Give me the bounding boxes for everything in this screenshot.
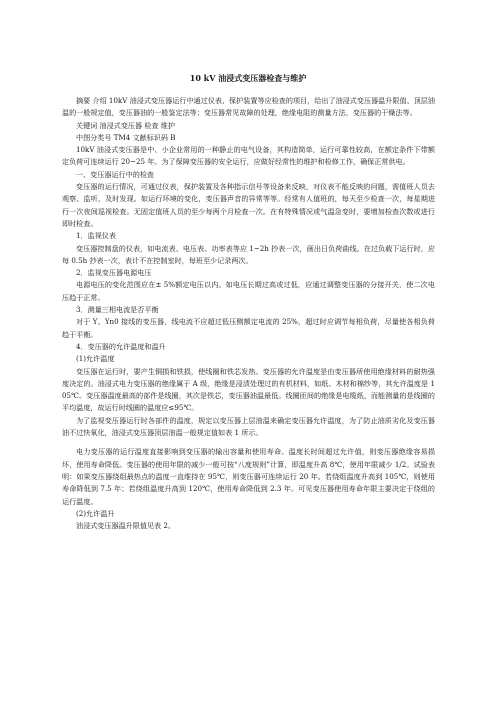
paragraph-gap (62, 439, 435, 446)
subheading: 1．监视仪表 (76, 231, 116, 241)
body-paragraph: 油浸式变压器温升限值见表 2。 (76, 521, 175, 531)
subheading: 4．变压器的允许温度和温升 (76, 341, 166, 351)
document-title: 10 kV 油浸式变压器检查与维护 (189, 73, 307, 83)
body-paragraph: 变压器的运行情况，可通过仪表，保护装置及各种指示信号等设备来反映，对仪表不能反映的问题，需值班人员去观察、监听，及时发现。如运行环境的变化，变压器声音的异常等等。经常有人值班的，每天至少检查一次，每星期进行一次夜间巡视检查。无固定值班人员的至少每两个月检查一次。在有特殊情况或气温急变时，要增加检查次数或进行即时检查。 (62, 182, 435, 228)
subheading: (1)允许温度 (76, 354, 115, 364)
intro-paragraph: 10kV 油浸式变压器是中、小企业常用的一种静止的电气设备，其构造简单，运行可靠性较高，在额定条件下带额定负荷可连续运行 20~25 年。为了保障变压器的安全运行，应做好经常性的维护和检修工作，确保正常供电。 (62, 145, 435, 167)
keywords-line: 关键词 油浸式变压器 检查 维护 (76, 120, 175, 130)
body-paragraph: 电力变压器的运行温度直接影响到变压器的输出容量和使用寿命。温度长时间超过允许值，则变压器绝缘容易损坏，使用寿命降低。变压器的使用年限的减少一般可按“八度规则”计算，即温度升高 8℃，使用年限减少 1/2。试验表明：如果变压器绕组最热点的温度一直维持在 95℃，则变压器可连续运行 20 年。若绕组温度升高到 105℃，则使用寿命降低到 7.5 年；若绕组温度升高到 120℃，使用寿命降低到 2.3 年。可见变压器使用寿命年限主要决定于绕组的运行温度。 (62, 447, 435, 506)
subheading: 3．测量三相电流是否平衡 (76, 305, 159, 315)
subheading: (2)允许温升 (76, 508, 115, 518)
body-paragraph: 电源电压的变化范围应在± 5%额定电压以内。如电压长期过高或过低，应通过调整变压器的分接开关，使二次电压趋于正常。 (62, 280, 435, 302)
body-paragraph: 变压器在运行时，要产生铜损和铁损，使线圈和铁芯发热。变压器的允许温度是由变压器所使用绝缘材料的耐热强度决定的。油浸式电力变压器的绝缘属于 A 级，绝缘是浸渍处理过的有机材料，如纸、木材和棉纱等，其允许温度是 105℃。变压器温度最高的部件是线圈，其次是铁芯，变压器油温最低。线圈匝间的绝缘是电缆纸，而能测量的是线圈的平均温度，故运行时线圈的温度应≤95℃。 (62, 366, 435, 413)
abstract-paragraph: 摘要 介绍 10kV 油浸式变压器运行中通过仪表、保护装置等应检查的项目，给出了油浸式变压器温升限值、顶层油温的一般规定值，变压器油的一般鉴定法等；变压器常见故障的处理，绝缘电阻的测量方法，变压器的干燥法等。 (62, 96, 435, 118)
classification-line: 中图分类号 TM4 文献标识码 B (76, 132, 176, 142)
body-paragraph: 对于 Y、Yn0 接线的变压器，线电流不应超过低压侧额定电流的 25%，超过时应调节每相负荷，尽量使各相负荷趋于平衡。 (62, 317, 435, 339)
body-paragraph: 为了监视变压器运行时各部件的温度，规定以变压器上层油温来确定变压器允许温度，为了防止油质劣化及变压器油不过快氧化，油浸式变压器顶层油温一般规定值如表 1 所示。 (62, 415, 435, 438)
body-paragraph: 变压器控制盘的仪表，如电流表、电压表、功率表等应 1~2h 抄表一次，画出日负荷曲线。在过负载下运行时，应每 0.5h 抄表一次，表计不在控制室时，每班至少记录两次。 (62, 243, 435, 265)
subheading: 2．监视变压器电源电压 (76, 268, 152, 278)
document-body (62, 95, 435, 532)
section-heading: 一、变压器运行中的检查 (76, 169, 155, 179)
